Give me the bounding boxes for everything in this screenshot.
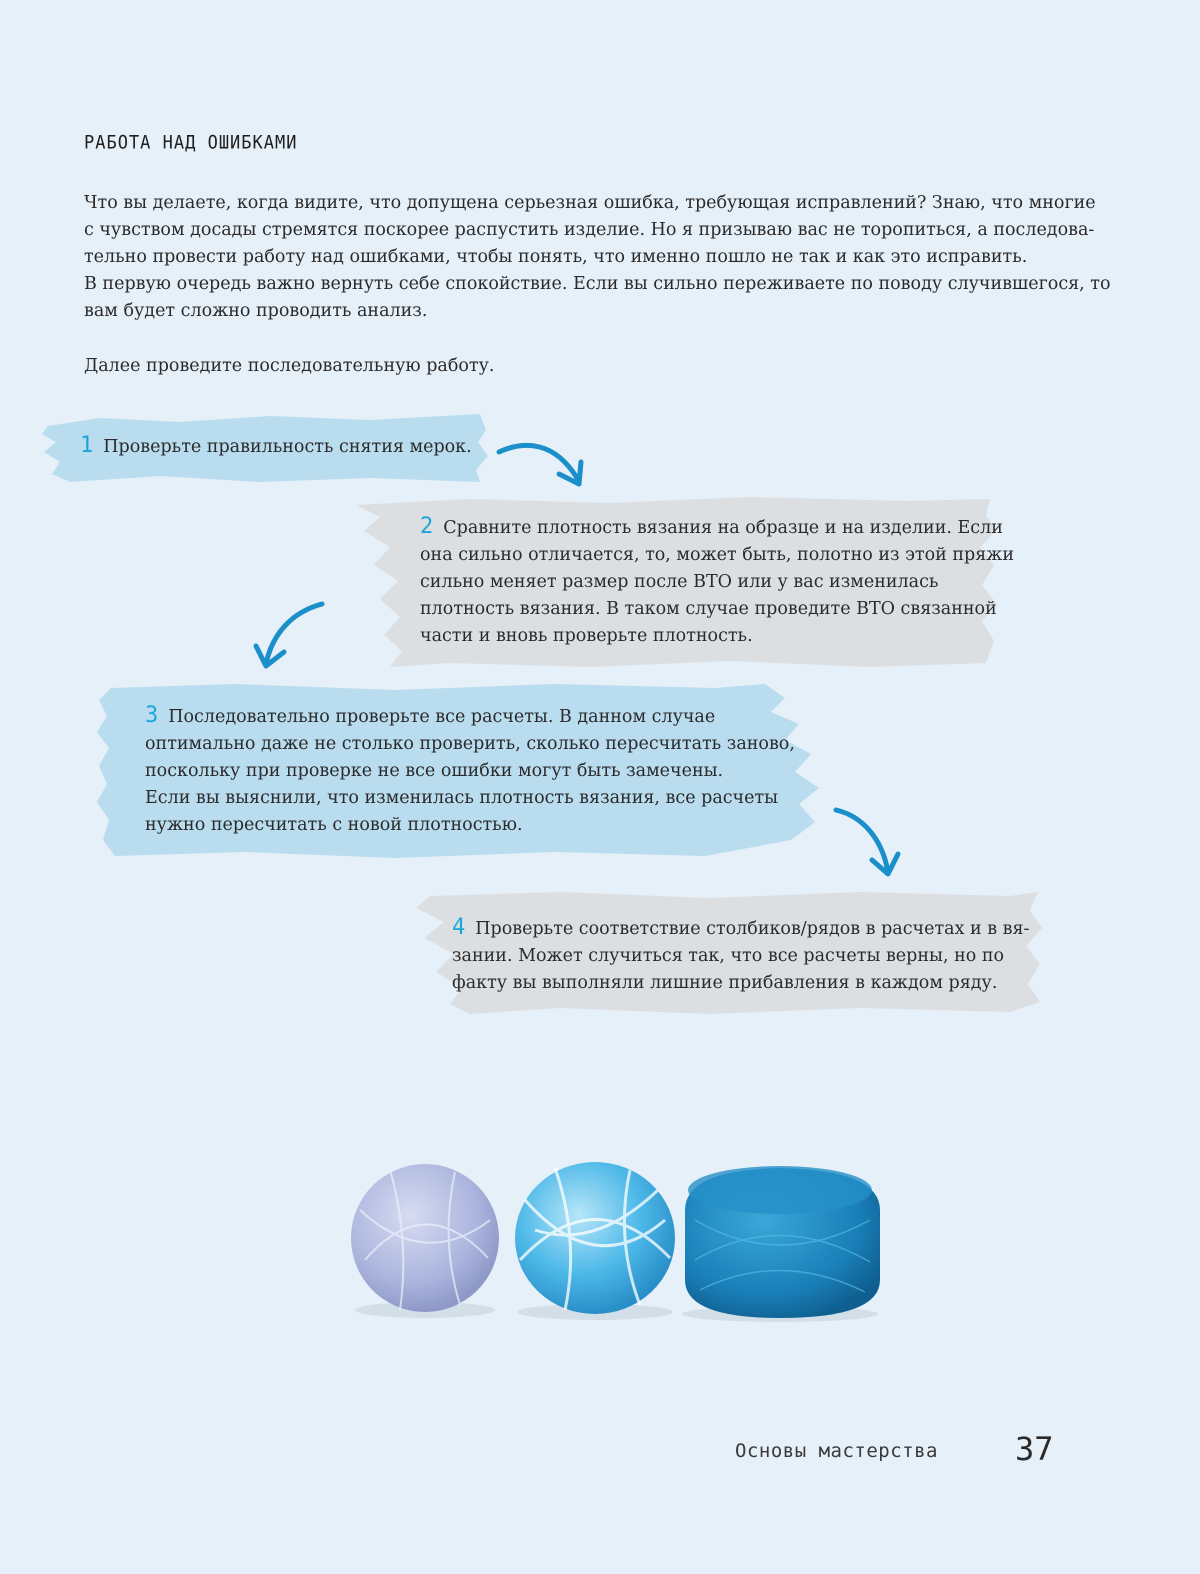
step-line: части и вновь проверьте плотность. [420, 626, 753, 646]
arrow-right-down-icon [495, 438, 590, 490]
step-3-text [145, 702, 795, 839]
intro-line: тельно провести работу над ошибками, чтобы понять, что именно пошло не так и как это исправить. [84, 247, 1028, 267]
yarn-ball-sky-blue [515, 1162, 675, 1314]
step-4-number: 4 [452, 915, 466, 940]
arrow-right-down-icon [832, 802, 904, 880]
intro-paragraph [84, 190, 1111, 325]
step-2-number: 2 [420, 514, 434, 539]
step-line: Если вы выяснили, что изменилась плотность вязания, все расчеты [145, 788, 779, 808]
step-2-text [420, 513, 1014, 650]
step-line: Проверьте правильность снятия мерок. [103, 437, 472, 457]
step-1-text [80, 432, 472, 461]
yarn-ball-lavender [351, 1164, 499, 1312]
step-line: зании. Может случиться так, что все расчеты верны, но по [452, 946, 1005, 966]
arrow-left-down-icon [252, 598, 328, 674]
step-line: поскольку при проверке не все ошибки могут быть замечены. [145, 761, 724, 781]
step-4-text [452, 914, 1029, 997]
step-4-card [410, 888, 1045, 1016]
step-3-number: 3 [145, 703, 159, 728]
lead-sentence: Далее проведите последовательную работу. [84, 356, 495, 376]
step-line: Проверьте соответствие столбиков/рядов в расчетах и в вя- [475, 919, 1030, 939]
intro-line: вам будет сложно проводить анализ. [84, 301, 428, 321]
step-line: Последовательно проверьте все расчеты. В данном случае [168, 707, 716, 727]
yarn-balls-image [340, 1150, 900, 1325]
intro-line: Что вы делаете, когда видите, что допущена серьезная ошибка, требующая исправлений? Знаю, что многие [84, 193, 1096, 213]
footer-section-label: Основы мастерства [735, 1440, 938, 1462]
step-3-card [95, 680, 825, 860]
intro-line: с чувством досады стремятся поскорее распустить изделие. Но я призываю вас не торопиться, а последова- [84, 220, 1095, 240]
section-title: РАБОТА НАД ОШИБКАМИ [84, 132, 298, 154]
step-line: плотность вязания. В таком случае проведите ВТО связанной [420, 599, 997, 619]
step-1-card [40, 412, 490, 484]
step-line: сильно меняет размер после ВТО или у вас изменилась [420, 572, 939, 592]
step-line: оптимально даже не столько проверить, сколько пересчитать заново, [145, 734, 795, 754]
step-2-card [350, 495, 1015, 670]
step-line: факту вы выполняли лишние прибавления в каждом ряду. [452, 973, 998, 993]
page-number: 37 [1015, 1430, 1054, 1468]
step-line: Сравните плотность вязания на образце и на изделии. Если [443, 518, 1003, 538]
step-line: нужно пересчитать с новой плотностью. [145, 815, 523, 835]
intro-line: В первую очередь важно вернуть себе спокойствие. Если вы сильно переживаете по поводу случившегося, то [84, 274, 1111, 294]
step-line: она сильно отличается, то, может быть, полотно из этой пряжи [420, 545, 1015, 565]
step-1-number: 1 [80, 433, 94, 458]
